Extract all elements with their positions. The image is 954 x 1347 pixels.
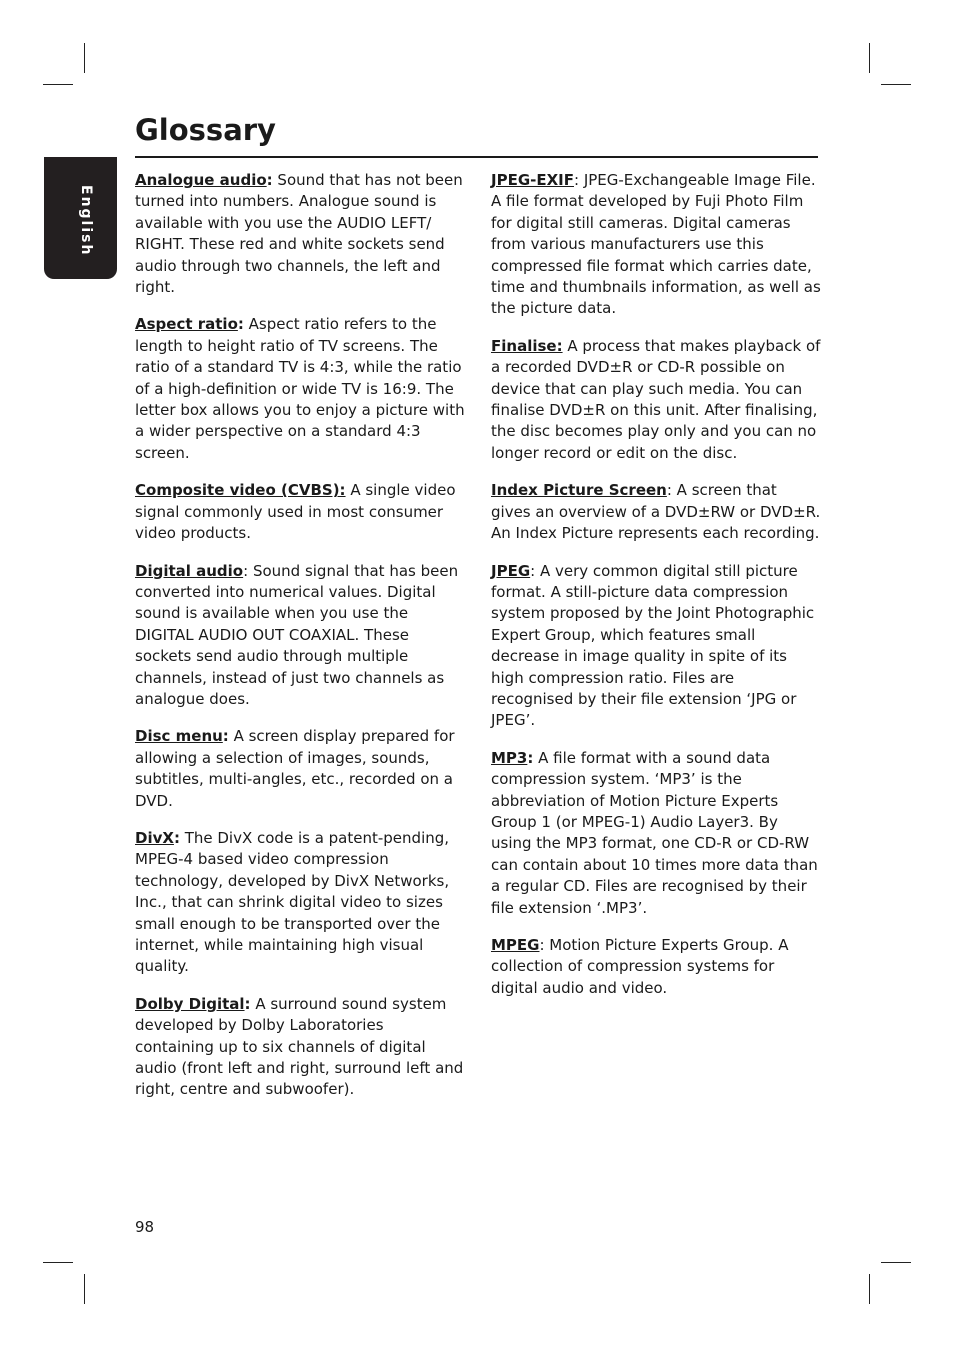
glossary-entry [135, 561, 465, 711]
glossary-column-left [135, 170, 465, 1117]
title-divider [135, 156, 818, 158]
crop-mark [84, 1274, 85, 1304]
glossary-definition: : Motion Picture Experts Group. A collection of compression systems for digital audio and video. [491, 936, 789, 997]
glossary-entry: Dolby Digital: A surround sound system developed by Dolby Laboratories containing up to six channels of digital audio (front left and right, surround left and right, centre and subwoofer). [135, 994, 464, 1099]
crop-mark [881, 84, 911, 85]
glossary-entry: Disc menu: A screen display prepared for allowing a selection of images, sounds, subtitles, multi-angles, etc., recorded on a DVD. [135, 727, 455, 810]
glossary-term: Digital audio [135, 561, 244, 580]
glossary-term: JPEG-EXIF [491, 171, 574, 189]
glossary-term: Composite video (CVBS): [135, 481, 346, 500]
language-label: English [78, 185, 94, 257]
glossary-entry [135, 480, 465, 544]
page-number: 98 [135, 1218, 155, 1236]
glossary-definition: : A screen that gives an overview of a DVD±RW or DVD±R. An Index Picture represents each recording. [491, 481, 821, 543]
crop-mark [84, 43, 85, 73]
glossary-term: Finalise: [491, 336, 563, 355]
crop-mark [43, 1262, 73, 1263]
glossary-term: Aspect ratio [135, 315, 238, 334]
glossary-entry: MP3: A file format with a sound data compression system. ‘MP3’ is the abbreviation of Motion Picture Experts Group 1 (or MPEG-1) Audio Layer3. By using the MP3 format, one CD-R or CD-RW can contain about 10 times more data than a regular CD. Files are recognised by their file extension ‘.MP3’. [491, 748, 818, 917]
glossary-definition: Aspect ratio refers to the length to height ratio of TV screens. The ratio of a standard TV is 4:3, while the ratio of a high-definition or wide TV is 16:9. The letter box allows you to enjoy a picture with a wider perspective on a standard 4:3 screen. [135, 315, 465, 462]
glossary-entry [491, 336, 821, 464]
glossary-term: Disc menu [135, 727, 223, 746]
glossary-definition: : JPEG-Exchangeable Image File. A file format developed by Fuji Photo Film for digital still cameras. Digital cameras from various manufacturers use this compressed file format which carries date, time and thumbnails information, as well as the picture data. [491, 171, 821, 318]
glossary-term: Analogue audio [135, 171, 267, 189]
glossary-definition: A file format with a sound data compression system. ‘MP3’ is the abbreviation of Motion Picture Experts Group 1 (or MPEG-1) Audio Layer3. By using the MP3 format, one CD-R or CD-RW can contain about 10 times more data than a regular CD. Files are recognised by their file extension ‘.MP3’. [491, 748, 818, 917]
glossary-entry [491, 561, 821, 732]
crop-mark [43, 84, 73, 85]
glossary-entry: Analogue audio: Sound that has not been turned into numbers. Analogue sound is available with you use the AUDIO LEFT/ RIGHT. These red and white sockets send audio through two channels, the left and right. [135, 171, 463, 297]
glossary-definition: A process that makes playback of a recorded DVD±R or CD-R possible on device that can play such media. You can finalise DVD±R on this unit. After finalising, the disc becomes play only and you can no longer record or edit on the disc. [491, 336, 821, 462]
glossary-entry: DivX: The DivX code is a patent-pending, MPEG-4 based video compression technology, developed by DivX Networks, Inc., that can shrink digital video to sizes small enough to be transported over the internet, while maintaining high visual quality. [135, 828, 450, 976]
glossary-term: MP3 [491, 748, 528, 767]
glossary-entry [491, 935, 821, 999]
page-title: Glossary [135, 113, 276, 147]
glossary-entry: Aspect ratio: Aspect ratio refers to the length to height ratio of TV screens. The ratio of a standard TV is 4:3, while the ratio of a high-definition or wide TV is 16:9. The letter box allows you to enjoy a picture with a wider perspective on a standard 4:3 screen. [135, 315, 465, 462]
glossary-term: Index Picture Screen [491, 481, 667, 500]
glossary-definition: A surround sound system developed by Dolby Laboratories containing up to six channels of digital audio (front left and right, surround left and right, centre and subwoofer). [135, 994, 464, 1099]
glossary-definition: : Sound signal that has been converted into numerical values. Digital sound is available when you use the DIGITAL AUDIO OUT COAXIAL. These sockets send audio through multiple channels, instead of just two channels as analogue does. [135, 561, 459, 708]
glossary-definition: A single video signal commonly used in most consumer video products. [135, 481, 456, 543]
glossary-definition: A screen display prepared for allowing a selection of images, sounds, subtitles, multi-angles, etc., recorded on a DVD. [135, 727, 455, 810]
glossary-column-right [491, 170, 821, 1015]
glossary-term: MPEG [491, 936, 540, 954]
glossary-entry [491, 480, 821, 544]
glossary-definition: Sound that has not been turned into numbers. Analogue sound is available with you use the AUDIO LEFT/ RIGHT. These red and white sockets send audio through two channels, the left and right. [135, 171, 463, 297]
crop-mark [869, 1274, 870, 1304]
crop-mark [869, 43, 870, 73]
crop-mark [881, 1262, 911, 1263]
glossary-definition: : A very common digital still picture format. A still-picture data compression system proposed by the Joint Photographic Expert Group, which features small decrease in image quality in spite of its high compression ratio. Files are recognised by their file extension ‘JPG or JPEG’. [491, 561, 815, 730]
glossary-entry [491, 170, 821, 320]
glossary-term: JPEG [491, 561, 531, 580]
glossary-definition: The DivX code is a patent-pending, MPEG-4 based video compression technology, developed by DivX Networks, Inc., that can shrink digital video to sizes small enough to be transported over the internet, while maintaining high visual quality. [135, 828, 450, 976]
glossary-term: DivX [135, 828, 174, 847]
glossary-term: Dolby Digital [135, 994, 245, 1013]
